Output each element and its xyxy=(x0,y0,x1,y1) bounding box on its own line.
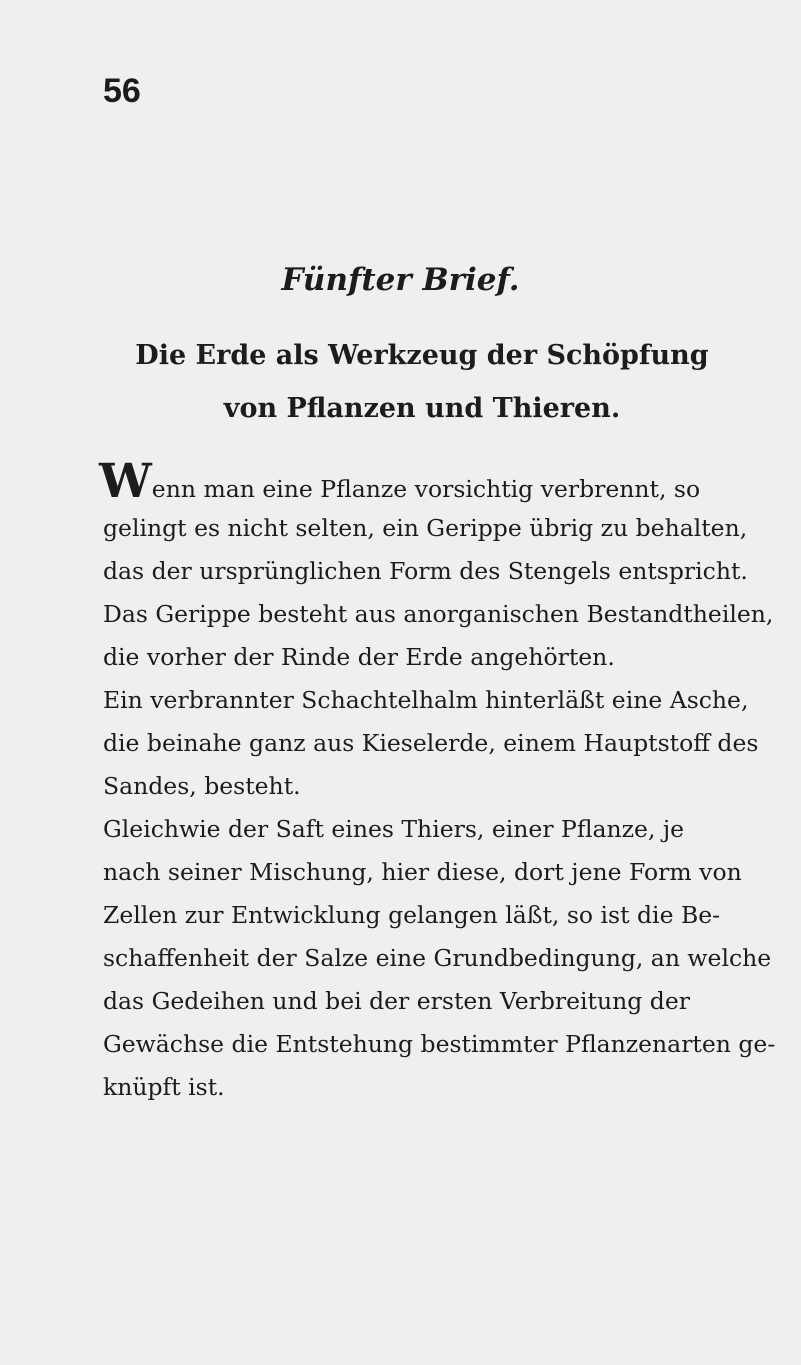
drop-initial: W xyxy=(99,454,152,509)
paragraph-line: gelingt es nicht selten, ein Gerippe übrig zu behalten, xyxy=(103,514,748,542)
paragraph-line: knüpft ist. xyxy=(103,1073,225,1101)
paragraph-line: schaffenheit der Salze eine Grundbedingung, an welche xyxy=(103,944,772,972)
paragraph-line: das Gedeihen und bei der ersten Verbreitung der xyxy=(103,987,690,1015)
paragraph-line xyxy=(99,454,701,509)
paragraph-line: Gleichwie der Saft eines Thiers, einer Pflanze, je xyxy=(103,815,685,843)
paragraph-line: Das Gerippe besteht aus anorganischen Bestandtheilen, xyxy=(103,600,774,628)
paragraph-line: das der ursprünglichen Form des Stengels entspricht. xyxy=(103,557,748,585)
subtitle-line-2: von Pflanzen und Thieren. xyxy=(223,393,621,424)
paragraph-line: Ein verbrannter Schachtelhalm hinterläßt eine Asche, xyxy=(103,686,749,714)
paragraph-line: Gewächse die Entstehung bestimmter Pflanzenarten ge- xyxy=(103,1030,776,1058)
paragraph-line: die vorher der Rinde der Erde angehörten. xyxy=(103,643,615,671)
line-text: enn man eine Pflanze vorsichtig verbrennt, so xyxy=(151,475,701,503)
page-number: 56 xyxy=(103,72,141,110)
letter-title: Fünfter Brief. xyxy=(281,262,520,298)
paragraph-line: nach seiner Mischung, hier diese, dort jene Form von xyxy=(103,858,742,886)
paragraph-line: Sandes, besteht. xyxy=(103,772,301,800)
paragraph-line: die beinahe ganz aus Kieselerde, einem Hauptstoff des xyxy=(103,729,759,757)
paragraph-line: Zellen zur Entwicklung gelangen läßt, so ist die Be- xyxy=(103,901,721,929)
subtitle-line-1: Die Erde als Werkzeug der Schöpfung xyxy=(135,340,709,371)
